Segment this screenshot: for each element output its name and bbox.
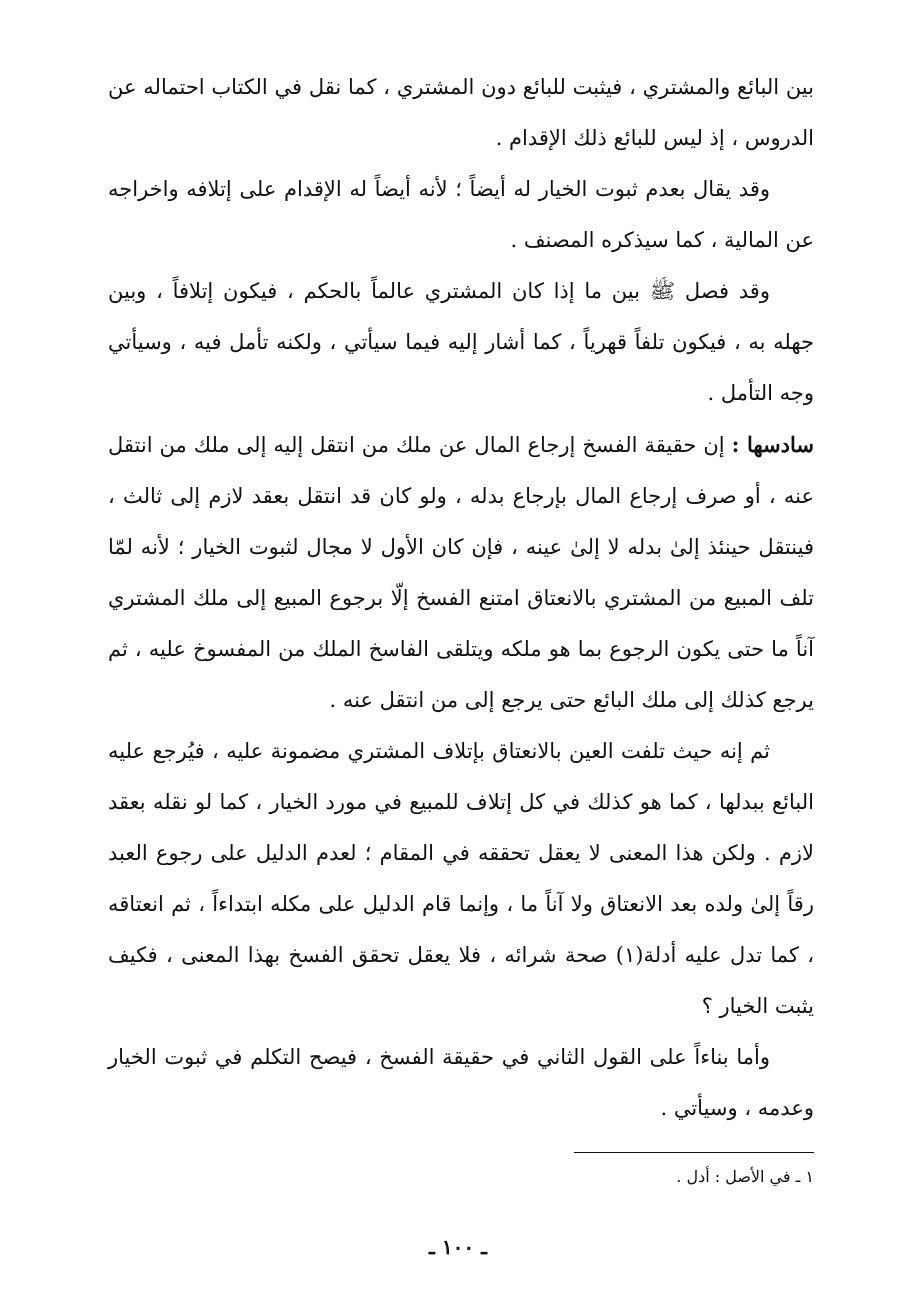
paragraph-4 <box>108 419 814 726</box>
paragraph-2 <box>108 164 814 266</box>
footnote-separator <box>574 1152 814 1153</box>
paragraph-4-text: إن حقيقة الفسخ إرجاع المال عن ملك من انتقل إليه إلى ملك من انتقل عنه ، أو صرف إرجاع المال بإرجاع بدله ، ولو كان قد انتقل بعقد لازم إلى ثالث ، فينتقل حينئذ إلىٰ بدله لا إلىٰ عينه ، فإن كان الأول لا مجال لثبوت الخيار ؛ لأنه لمّا تلف المبيع من المشتري بالانعتاق امتنع الفسخ إلّا برجوع المبيع إلى ملك المشتري آناً ما حتى يكون الرجوع بما هو ملكه ويتلقى الفاسخ الملك من المفسوخ عليه ، ثم يرجع كذلك إلى ملك البائع حتى يرجع إلى من انتقل عنه . <box>108 433 814 712</box>
section-lead-sixth: سادسها : <box>731 432 815 457</box>
footnote: ١ ـ في الأصل : أدل . <box>676 1167 814 1186</box>
paragraph-3-text: وقد فصل ﷺ بين ما إذا كان المشتري عالماً بالحكم ، فيكون إتلافاً ، وبين جهله به ، فيكون تلفاً قهرياً ، كما أشار إليه فيما سيأتي ، ولكنه تأمل فيه ، وسيأتي وجه التأمل . <box>108 279 814 405</box>
page-body <box>108 62 814 1134</box>
paragraph-3 <box>108 266 814 419</box>
page-number: ـ ١٠٠ ـ <box>429 1235 487 1259</box>
paragraph-5-text: ثم إنه حيث تلفت العين بالانعتاق بإتلاف المشتري مضمونة عليه ، فيُرجع عليه البائع ببدلها ، كما هو كذلك في كل إتلاف للمبيع في مورد الخيار ، كما لو نقله بعقد لازم . ولكن هذا المعنى لا يعقل تحققه في المقام ؛ لعدم الدليل على رجوع العبد رقاً إلىٰ ولده بعد الانعتاق ولا آناً ما ، وإنما قام الدليل على مكله ابتداءاً ، ثم انعتاقه ، كما تدل عليه أدلة(١) صحة شرائه ، فلا يعقل تحقق الفسخ بهذا المعنى ، فكيف يثبت الخيار ؟ <box>108 739 814 1018</box>
paragraph-5 <box>108 726 814 1032</box>
paragraph-2-text: وقد يقال بعدم ثبوت الخيار له أيضاً ؛ لأنه أيضاً له الإقدام على إتلافه واخراجه عن المالية ، كما سيذكره المصنف . <box>108 177 814 252</box>
paragraph-6-text: وأما بناءاً على القول الثاني في حقيقة الفسخ ، فيصح التكلم في ثبوت الخيار وعدمه ، وسيأتي . <box>108 1045 814 1120</box>
paragraph-6 <box>108 1032 814 1134</box>
paragraph-1 <box>108 62 814 164</box>
paragraph-1-text: بين البائع والمشتري ، فيثبت للبائع دون المشتري ، كما نقل في الكتاب احتماله عن الدروس ، إذ ليس للبائع ذلك الإقدام . <box>108 75 814 150</box>
